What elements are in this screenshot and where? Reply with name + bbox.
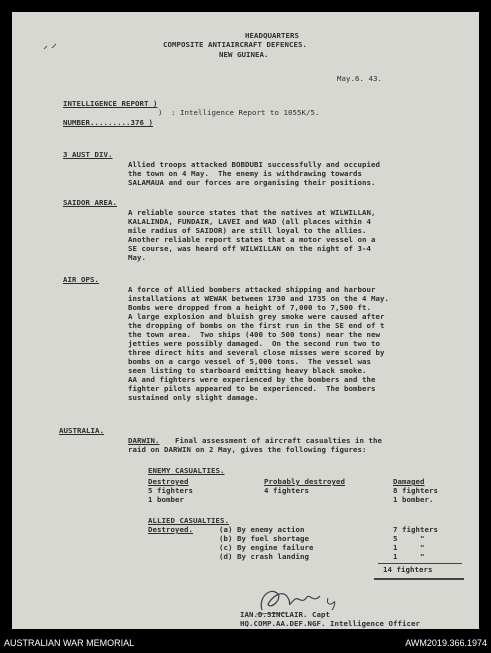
allied-destroyed-header: Destroyed. (148, 525, 193, 534)
pencil-mark-icon (42, 42, 58, 52)
location-title: NEW GUINEA. (219, 50, 269, 59)
allied-total: 14 fighters (383, 565, 433, 574)
archive-name: AUSTRALIAN WAR MEMORIAL (4, 638, 135, 648)
enemy-destroyed-header: Destroyed (148, 477, 189, 486)
airops-line: Bombs were dropped from a height of 7,000 to 7,500 ft. (128, 303, 371, 312)
allied-cause: (d) By crash landing (219, 552, 309, 561)
airops-line: fighter pilots appeared to be experienced. The bombers (128, 384, 376, 393)
report-subject: : Intelligence Report to 1055K/5. (171, 108, 320, 117)
unit-title: COMPOSITE ANTIAIRCRAFT DEFENCES. (163, 40, 307, 49)
saidor-line: Another reliable report states that a motor vessel on a (128, 235, 376, 244)
allied-count: 1 " (393, 543, 425, 552)
section-heading-aust-div: 3 AUST DIV. (63, 150, 113, 159)
darwin-label: DARWIN. (128, 436, 160, 445)
saidor-line: mile radius of SAIDOR) are still loyal to the allies. (128, 226, 367, 235)
saidor-line: A reliable source states that the natives at WILWILLAN, (128, 208, 376, 217)
report-date: May.6. 43. (337, 74, 382, 83)
enemy-casualties-heading: ENEMY CASUALTIES. (148, 466, 225, 475)
airops-line: three direct hits and several close misses were scored by (128, 348, 385, 357)
total-rule (378, 563, 462, 564)
signatory-position: HQ.COMP.AA.DEF.NGF. Intelligence Officer (240, 619, 420, 628)
hq-title: HEADQUARTERS (245, 31, 299, 40)
airops-line: sustained only slight damage. (128, 393, 259, 402)
airops-line: installations at WEWAK between 1730 and 1735 on the 4 May. (128, 294, 389, 303)
allied-cause: (c) By engine failure (219, 543, 314, 552)
enemy-damaged-value: 8 fighters (393, 486, 438, 495)
archive-footer (0, 629, 491, 653)
archive-reference: AWM2019.366.1974 (405, 638, 487, 648)
aust-line: the town on 4 May. The enemy is withdrawing towards (128, 169, 362, 178)
enemy-damaged-value: 1 bomber. (393, 495, 434, 504)
document-page (12, 12, 479, 629)
airops-line: the dropping of bombs on the first run in the SE end of t (128, 321, 385, 330)
airops-line: seen listing to starboard emitting heavy black smoke. (128, 366, 367, 375)
section-heading-saidor: SAIDOR AREA. (63, 198, 117, 207)
australia-line: Final assessment of aircraft casualties in the (175, 436, 382, 445)
allied-cause: (b) By fuel shortage (219, 534, 309, 543)
allied-count: 7 fighters (393, 525, 438, 534)
enemy-damaged-header: Damaged (393, 477, 425, 486)
enemy-probably-header: Probably destroyed (264, 477, 345, 486)
signatory-name: IAN.D.SINCLAIR. Capt (240, 610, 330, 619)
airops-line: bombs on a cargo vessel of 5,000 tons. The vessel was (128, 357, 371, 366)
allied-casualties-heading: ALLIED CASUALTIES. (148, 516, 229, 525)
saidor-line: SE course, was heard off WILWILLAN on the night of 3-4 (128, 244, 371, 253)
enemy-destroyed-value: 1 bomber (148, 495, 184, 504)
enemy-probably-value: 4 fighters (264, 486, 309, 495)
total-double-rule (374, 578, 464, 580)
intelligence-report-label: INTELLIGENCE REPORT ) (63, 99, 158, 108)
section-heading-air-ops: AIR OPS. (63, 275, 99, 284)
enemy-destroyed-value: 5 fighters (148, 486, 193, 495)
aust-line: SALAMAUA and our forces are organising their positions. (128, 178, 376, 187)
allied-count: 1 " (393, 552, 425, 561)
airops-line: A force of Allied bombers attacked shipping and harbour (128, 285, 376, 294)
allied-count: 5 " (393, 534, 425, 543)
brace-mid: ) (158, 108, 163, 117)
australia-line: raid on DARWIN on 2 May, gives the following figures: (128, 445, 367, 454)
airops-line: the town area. Two ships (400 to 500 tons) near the new (128, 330, 380, 339)
aust-line: Allied troops attacked BOBDUBI successfully and occupied (128, 160, 380, 169)
airops-line: jetties were possibly damaged. On the second run two to (128, 339, 380, 348)
saidor-line: KALALINDA, FUNDAIR, LAVEI and WAD (all places within 4 (128, 217, 371, 226)
allied-cause: (a) By enemy action (219, 525, 305, 534)
airops-line: A large explosion and bluish grey smoke were caused after (128, 312, 385, 321)
saidor-line: May. (128, 253, 146, 262)
airops-line: AA and fighters were experienced by the bombers and the (128, 375, 376, 384)
report-number: NUMBER.........376 ) (63, 118, 153, 127)
section-heading-australia: AUSTRALIA. (59, 426, 104, 435)
